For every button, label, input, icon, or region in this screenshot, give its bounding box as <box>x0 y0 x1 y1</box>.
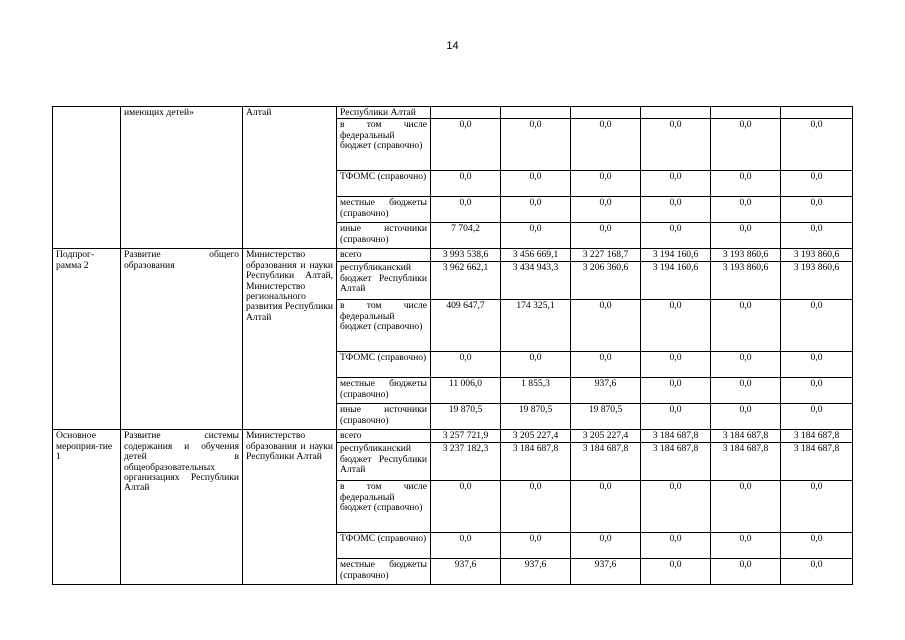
source-cell: в том числе федеральный бюджет (справочно) <box>337 300 431 352</box>
value-cell: 0,0 <box>781 171 853 197</box>
value-cell: 3 193 860,6 <box>711 249 781 262</box>
value-cell: 3 257 721,9 <box>431 430 501 443</box>
value-cell <box>781 107 853 119</box>
value-cell: 937,6 <box>571 378 641 404</box>
value-cell: 3 205 227,4 <box>501 430 571 443</box>
value-cell: 3 193 860,6 <box>781 262 853 300</box>
value-cell <box>431 107 501 119</box>
value-cell: 0,0 <box>781 197 853 223</box>
value-cell: 0,0 <box>641 223 711 249</box>
value-cell: 174 325,1 <box>501 300 571 352</box>
value-cell: 0,0 <box>571 352 641 378</box>
value-cell: 0,0 <box>641 300 711 352</box>
value-cell: 0,0 <box>781 533 853 559</box>
value-cell: 0,0 <box>501 352 571 378</box>
value-cell: 0,0 <box>641 559 711 585</box>
value-cell: 409 647,7 <box>431 300 501 352</box>
source-cell: республиканский бюджет Республики Алтай <box>337 443 431 481</box>
value-cell: 3 193 860,6 <box>781 249 853 262</box>
value-cell: 0,0 <box>711 223 781 249</box>
program-cell: Подпрог-рамма 2 <box>53 249 121 430</box>
value-cell: 3 184 687,8 <box>781 430 853 443</box>
value-cell: 0,0 <box>641 533 711 559</box>
value-cell: 0,0 <box>641 378 711 404</box>
table-row <box>53 249 853 262</box>
value-cell: 3 194 160,6 <box>641 249 711 262</box>
value-cell: 0,0 <box>781 300 853 352</box>
value-cell: 3 993 538,6 <box>431 249 501 262</box>
value-cell: 0,0 <box>711 378 781 404</box>
value-cell: 3 184 687,8 <box>711 430 781 443</box>
value-cell: 937,6 <box>571 559 641 585</box>
executor-cell: Министерство образования и науки Республики Алтай, Министерство регионального развития Республики Алтай <box>243 249 337 430</box>
program-cell: Основное мероприя-тие 1 <box>53 430 121 585</box>
value-cell: 3 237 182,3 <box>431 443 501 481</box>
value-cell: 0,0 <box>781 404 853 430</box>
value-cell: 1 855,3 <box>501 378 571 404</box>
value-cell: 0,0 <box>781 559 853 585</box>
page-number: 14 <box>446 40 459 52</box>
value-cell: 0,0 <box>641 481 711 533</box>
value-cell: 0,0 <box>641 197 711 223</box>
source-cell: местные бюджеты (справочно) <box>337 559 431 585</box>
name-cell: Развитие системы содержания и обучения детей в общеобразовательных организациях Республики Алтай <box>121 430 243 585</box>
value-cell: 0,0 <box>431 119 501 171</box>
executor-cell: Министерство образования и науки Республики Алтай <box>243 430 337 585</box>
source-cell: в том числе федеральный бюджет (справочно) <box>337 119 431 171</box>
value-cell: 0,0 <box>781 119 853 171</box>
table-row <box>53 430 853 443</box>
value-cell: 0,0 <box>641 171 711 197</box>
value-cell: 0,0 <box>571 223 641 249</box>
value-cell: 937,6 <box>431 559 501 585</box>
value-cell: 0,0 <box>711 300 781 352</box>
value-cell: 19 870,5 <box>571 404 641 430</box>
value-cell: 0,0 <box>571 119 641 171</box>
value-cell: 3 962 662,1 <box>431 262 501 300</box>
value-cell: 3 184 687,8 <box>501 443 571 481</box>
value-cell: 0,0 <box>431 197 501 223</box>
value-cell: 0,0 <box>501 171 571 197</box>
value-cell: 19 870,5 <box>431 404 501 430</box>
value-cell: 0,0 <box>431 171 501 197</box>
value-cell: 3 227 168,7 <box>571 249 641 262</box>
value-cell: 3 184 687,8 <box>571 443 641 481</box>
value-cell: 0,0 <box>781 223 853 249</box>
source-cell: в том числе федеральный бюджет (справочно) <box>337 481 431 533</box>
source-cell: Республики Алтай <box>337 107 431 119</box>
source-cell: иные источники (справочно) <box>337 223 431 249</box>
value-cell: 3 194 160,6 <box>641 262 711 300</box>
value-cell: 937,6 <box>501 559 571 585</box>
value-cell: 3 184 687,8 <box>711 443 781 481</box>
value-cell: 11 006,0 <box>431 378 501 404</box>
value-cell: 3 184 687,8 <box>641 443 711 481</box>
source-cell: ТФОМС (справочно) <box>337 352 431 378</box>
value-cell <box>501 107 571 119</box>
value-cell: 0,0 <box>711 197 781 223</box>
name-cell: имеющих детей» <box>121 107 243 249</box>
value-cell: 0,0 <box>781 352 853 378</box>
value-cell: 3 184 687,8 <box>781 443 853 481</box>
value-cell: 7 704,2 <box>431 223 501 249</box>
value-cell: 0,0 <box>711 481 781 533</box>
source-cell: ТФОМС (справочно) <box>337 171 431 197</box>
value-cell: 3 456 669,1 <box>501 249 571 262</box>
value-cell: 0,0 <box>431 533 501 559</box>
source-cell: местные бюджеты (справочно) <box>337 378 431 404</box>
value-cell: 3 193 860,6 <box>711 262 781 300</box>
source-cell: республиканский бюджет Республики Алтай <box>337 262 431 300</box>
value-cell: 0,0 <box>571 171 641 197</box>
source-cell: всего <box>337 430 431 443</box>
value-cell: 0,0 <box>431 352 501 378</box>
source-cell: иные источники (справочно) <box>337 404 431 430</box>
value-cell: 0,0 <box>571 533 641 559</box>
value-cell: 0,0 <box>711 171 781 197</box>
value-cell <box>711 107 781 119</box>
value-cell: 0,0 <box>711 119 781 171</box>
value-cell <box>641 107 711 119</box>
value-cell: 3 434 943,3 <box>501 262 571 300</box>
value-cell: 0,0 <box>501 119 571 171</box>
value-cell: 0,0 <box>641 119 711 171</box>
source-cell: ТФОМС (справочно) <box>337 533 431 559</box>
budget-table <box>52 106 853 585</box>
value-cell: 3 184 687,8 <box>641 430 711 443</box>
value-cell: 0,0 <box>431 481 501 533</box>
value-cell: 19 870,5 <box>501 404 571 430</box>
source-cell: всего <box>337 249 431 262</box>
value-cell: 0,0 <box>781 378 853 404</box>
value-cell: 0,0 <box>711 352 781 378</box>
value-cell: 3 206 360,6 <box>571 262 641 300</box>
table-row <box>53 107 853 119</box>
name-cell: Развитие общего образования <box>121 249 243 430</box>
value-cell: 0,0 <box>571 197 641 223</box>
value-cell: 0,0 <box>501 197 571 223</box>
program-cell <box>53 107 121 249</box>
value-cell: 0,0 <box>641 352 711 378</box>
value-cell: 0,0 <box>501 481 571 533</box>
value-cell: 0,0 <box>711 533 781 559</box>
value-cell: 0,0 <box>781 481 853 533</box>
value-cell: 0,0 <box>711 559 781 585</box>
value-cell: 0,0 <box>501 533 571 559</box>
value-cell: 0,0 <box>711 404 781 430</box>
executor-cell: Алтай <box>243 107 337 249</box>
value-cell <box>571 107 641 119</box>
value-cell: 3 205 227,4 <box>571 430 641 443</box>
value-cell: 0,0 <box>641 404 711 430</box>
value-cell: 0,0 <box>501 223 571 249</box>
value-cell: 0,0 <box>571 481 641 533</box>
value-cell: 0,0 <box>571 300 641 352</box>
source-cell: местные бюджеты (справочно) <box>337 197 431 223</box>
